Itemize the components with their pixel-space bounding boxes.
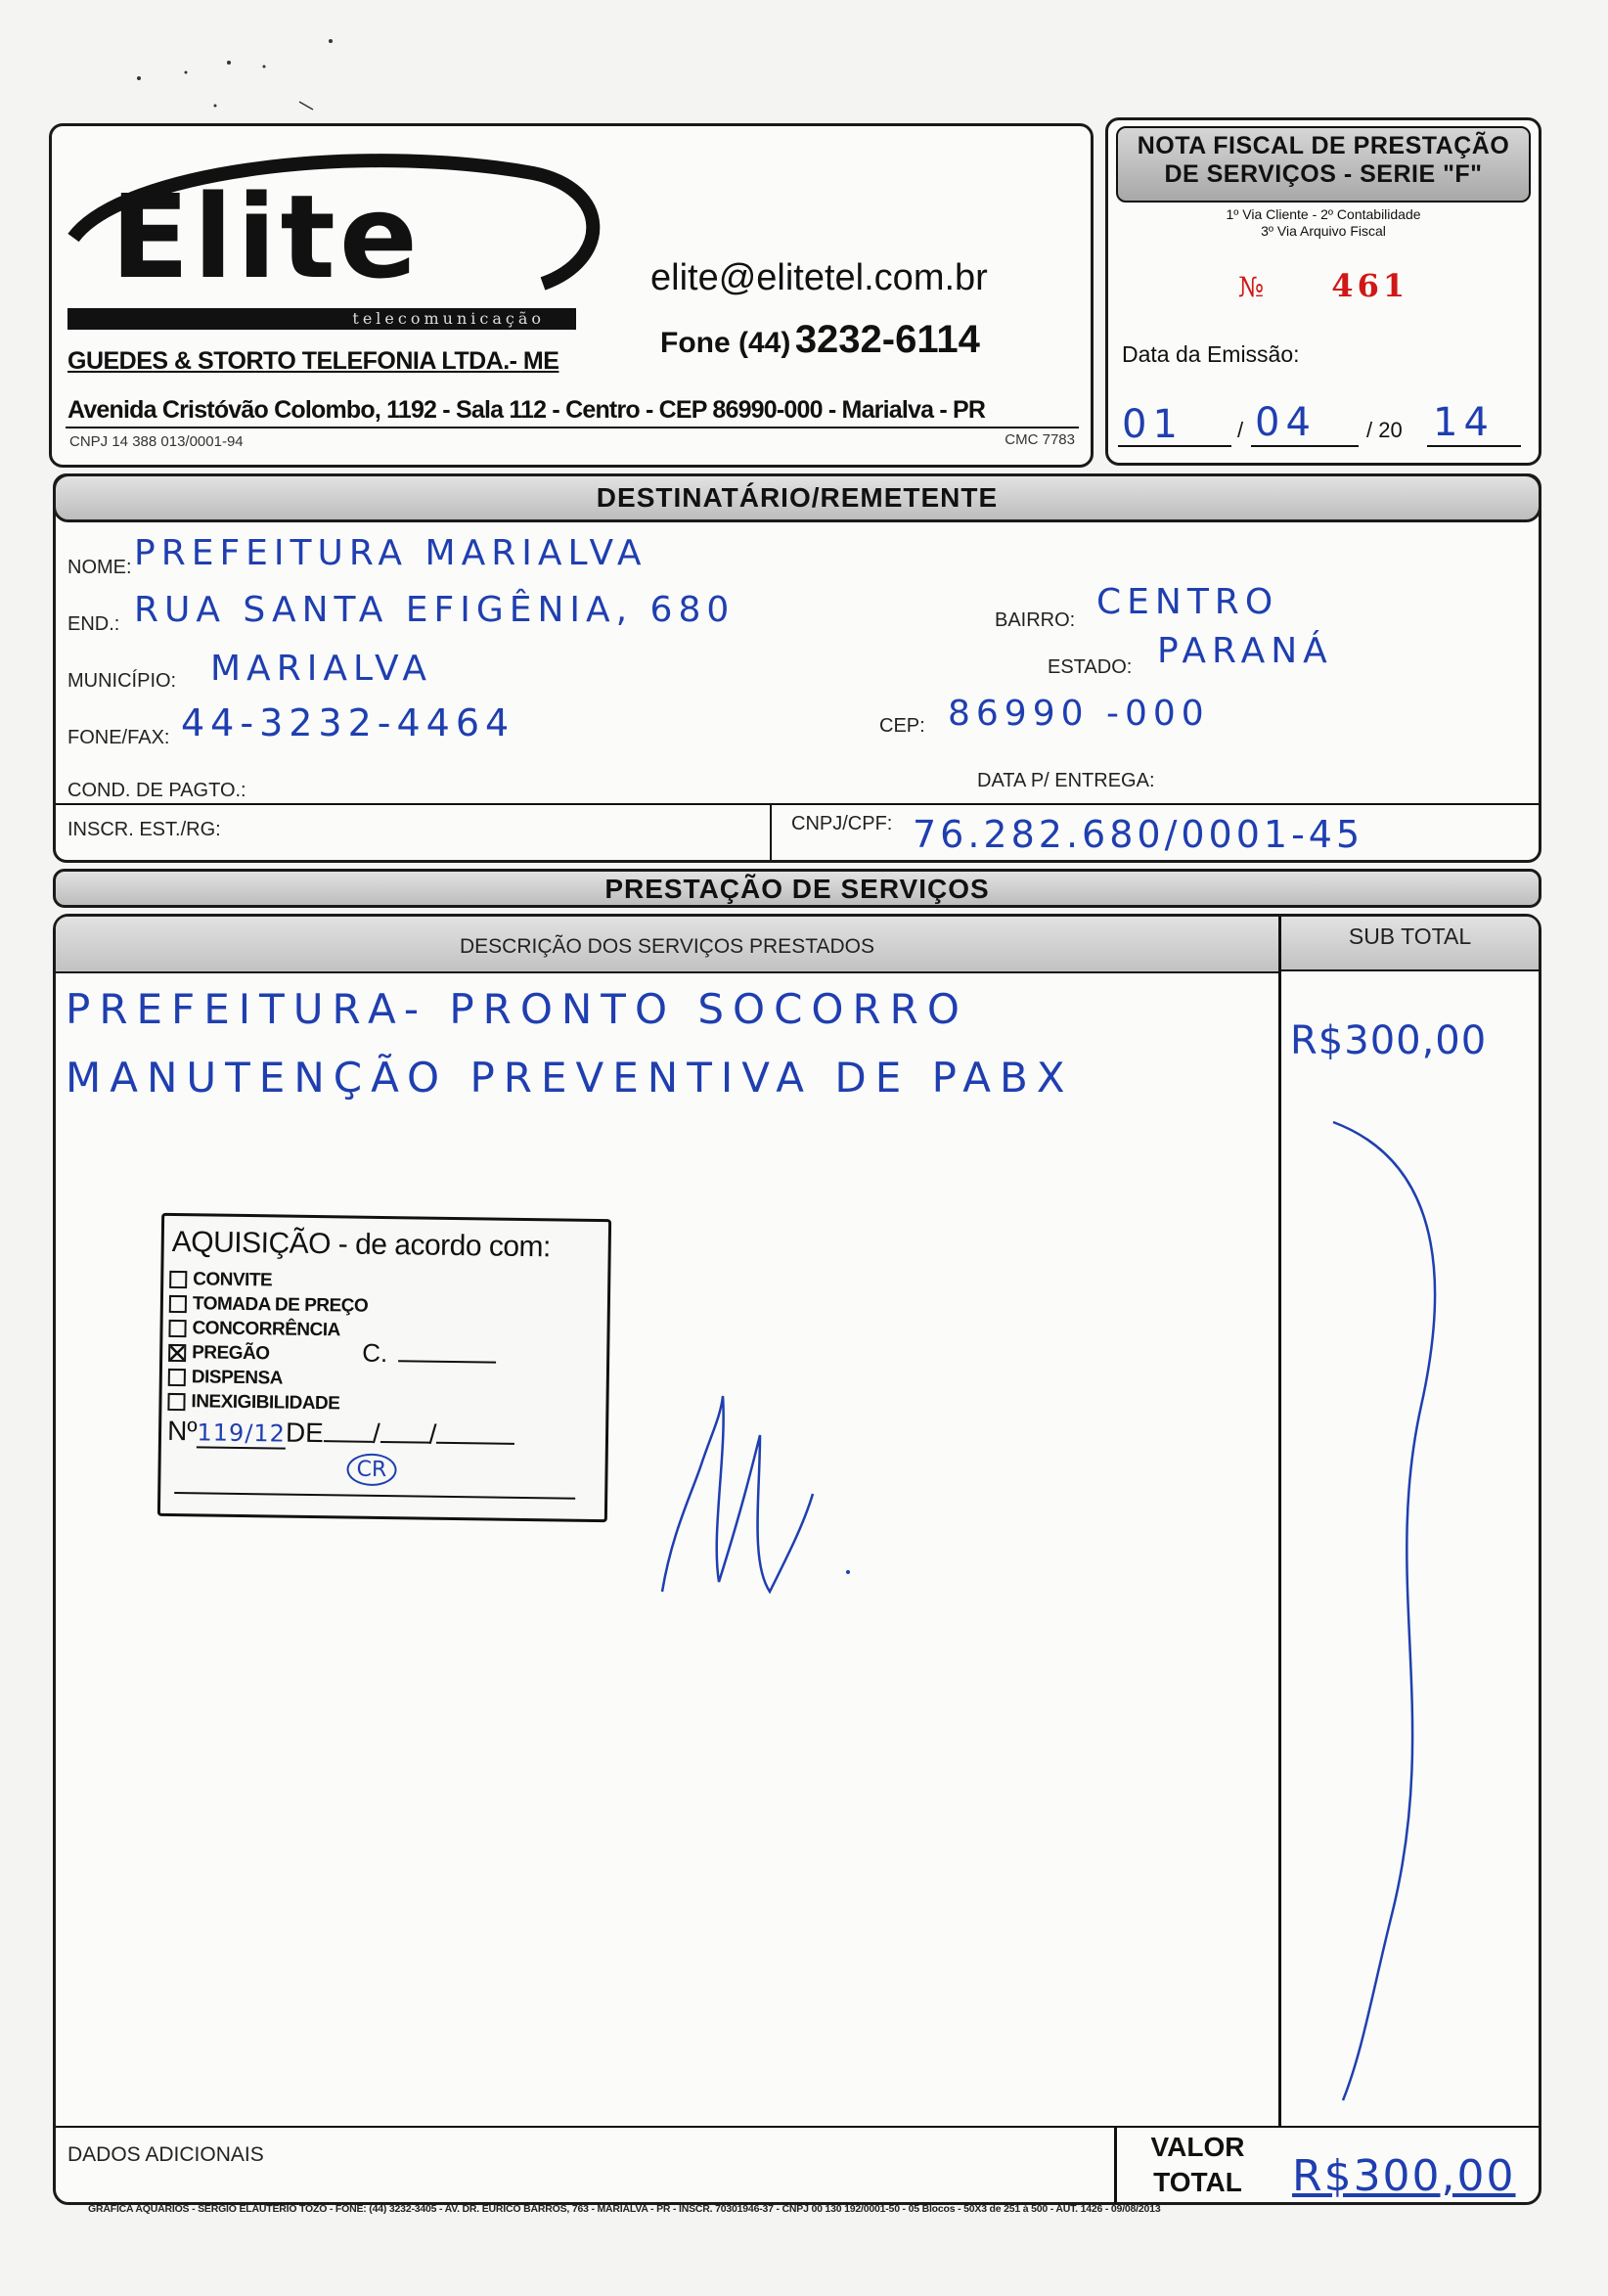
stamp-number-value: 119/12	[197, 1418, 287, 1448]
services-table	[53, 914, 1541, 2205]
valor-total-cell	[1114, 2126, 1278, 2204]
service-line1: PREFEITURA- PRONTO SOCORRO	[66, 985, 968, 1033]
subtotal-strike-icon	[1323, 1112, 1480, 2110]
inscr-label: INSCR. EST./RG:	[67, 819, 221, 840]
municipio-value: MARIALVA	[210, 649, 432, 689]
c-label: C.	[362, 1337, 388, 1369]
subtotal-header-cell	[1278, 917, 1539, 971]
nome-value: PREFEITURA MARIALVA	[134, 533, 648, 573]
company-address: Avenida Cristóvão Colombo, 1192 - Sala 112 - Centro - CEP 86990-000 - Marialva - PR	[67, 396, 986, 424]
invoice-number	[1108, 267, 1539, 304]
total-label: TOTAL	[1153, 2167, 1242, 2197]
fone-label: FONE/FAX:	[67, 727, 170, 748]
desc-header: DESCRIÇÃO DOS SERVIÇOS PRESTADOS	[460, 935, 874, 958]
number-label: Nº	[166, 1415, 198, 1447]
inscr-row-rule	[56, 803, 1539, 805]
cep-label: CEP:	[879, 715, 925, 737]
services-title: PRESTAÇÃO DE SERVIÇOS	[604, 874, 990, 904]
company-logo	[64, 152, 611, 328]
via-line2: 3º Via Arquivo Fiscal	[1261, 223, 1386, 239]
company-cnpj: CNPJ 14 388 013/0001-94	[69, 433, 244, 450]
inexigibilidade-checkbox	[167, 1393, 185, 1411]
emission-label: Data da Emissão:	[1122, 341, 1300, 367]
option-tomada-de-preco: TOMADA DE PREÇO	[169, 1291, 369, 1319]
dispensa-checkbox	[168, 1369, 186, 1386]
phone-prefix: Fone (44)	[660, 327, 791, 359]
emission-year: 14	[1433, 400, 1495, 445]
company-email: elite@elitetel.com.br	[650, 257, 988, 298]
phone-number: 3232-6114	[794, 318, 980, 361]
dados-label: DADOS ADICIONAIS	[67, 2143, 264, 2166]
desc-header-cell	[56, 917, 1278, 973]
end-label: END.:	[67, 613, 120, 635]
logo-tagline: telecomunicação	[352, 309, 545, 328]
invoice-title-line2: DE SERVIÇOS - SERIE "F"	[1164, 160, 1483, 188]
date-sep1: /	[1237, 418, 1244, 442]
via-line1: 1º Via Cliente - 2º Contabilidade	[1226, 206, 1421, 222]
number-symbol: №	[1237, 271, 1265, 303]
nome-label: NOME:	[67, 557, 132, 578]
logo-tagline-bar	[67, 308, 576, 330]
option-dispensa: DISPENSA	[168, 1365, 368, 1392]
recipient-title-band	[53, 473, 1541, 522]
stamp-c-field	[362, 1338, 497, 1371]
bairro-label: BAIRRO:	[995, 609, 1076, 631]
cnpj-label: CNPJ/CPF:	[791, 813, 893, 834]
total-value: R$300,00	[1292, 2151, 1516, 2201]
footer-rule	[56, 2126, 1539, 2128]
subtotal-header: SUB TOTAL	[1348, 923, 1472, 949]
entrega-label: DATA P/ ENTREGA:	[977, 770, 1155, 791]
convite-checkbox	[169, 1271, 187, 1288]
emission-date	[1118, 400, 1529, 449]
emission-day: 01	[1122, 402, 1184, 447]
company-name: GUEDES & STORTO TELEFONIA LTDA.- ME	[67, 347, 559, 375]
emission-month: 04	[1255, 400, 1317, 445]
number-value: 461	[1331, 267, 1409, 304]
acquisition-stamp	[157, 1213, 611, 1522]
address-rule	[66, 427, 1079, 428]
signature-icon	[603, 1376, 877, 1621]
de-label: DE	[285, 1417, 325, 1449]
scan-speckles-icon	[127, 29, 362, 127]
stamp-signature-line	[174, 1492, 575, 1500]
company-phone	[660, 318, 980, 362]
stamp-number-row: Nº119/12DE / /	[167, 1416, 515, 1452]
option-convite: CONVITE	[169, 1267, 369, 1294]
invoice-title	[1116, 126, 1531, 203]
stamp-options	[167, 1267, 368, 1417]
tomada-checkbox	[169, 1295, 187, 1313]
subtotal-column-divider	[1278, 971, 1281, 2126]
option-inexigibilidade: INEXIGIBILIDADE	[167, 1389, 367, 1417]
estado-value: PARANÁ	[1157, 631, 1333, 671]
cond-label: COND. DE PAGTO.:	[67, 780, 246, 801]
stamp-initials: CR	[346, 1453, 396, 1486]
stamp-title: AQUISIÇÃO - de acordo com:	[171, 1225, 552, 1264]
municipio-label: MUNICÍPIO:	[67, 670, 177, 692]
cnpj-value: 76.282.680/0001-45	[913, 813, 1364, 856]
pregao-checkbox-checked-icon	[168, 1344, 186, 1362]
option-concorrencia: CONCORRÊNCIA	[168, 1316, 368, 1343]
option-pregao: PREGÃO	[168, 1340, 368, 1368]
cep-value: 86990 -000	[948, 694, 1210, 734]
valor-label: VALOR	[1150, 2132, 1245, 2162]
services-title-band	[53, 869, 1541, 908]
year-prefix: / 20	[1366, 418, 1403, 442]
logo-text: Elite	[111, 169, 422, 304]
subtotal-value: R$300,00	[1290, 1018, 1488, 1063]
invoice-title-line1: NOTA FISCAL DE PRESTAÇÃO	[1137, 132, 1510, 159]
printer-line: GRÁFICA AQUÁRIOS - SÉRGIO ELAUTÉRIO TOZO - FONE: (44) 3232-3405 - AV. DR. EURICO BARROS, 763 - MARIALVA - PR - INSCR. 70301946-37 - CNPJ 00 130 192/0001-50 - 05 Blocos - 50X3 de 251 à 500 - AUT. 1426 - 09/08/2013	[88, 2203, 1161, 2215]
end-value: RUA SANTA EFIGÊNIA, 680	[134, 590, 736, 630]
inscr-cnpj-divider	[770, 803, 772, 860]
estado-label: ESTADO:	[1048, 656, 1133, 678]
bairro-value: CENTRO	[1096, 582, 1279, 622]
company-header	[49, 123, 1094, 468]
concorrencia-checkbox	[168, 1320, 186, 1337]
recipient-section	[53, 473, 1541, 863]
recipient-title: DESTINATÁRIO/REMETENTE	[596, 482, 999, 513]
service-line2: MANUTENÇÃO PREVENTIVA DE PABX	[66, 1054, 1074, 1102]
invoice-header	[1105, 117, 1541, 466]
company-cmc: CMC 7783	[1005, 431, 1075, 448]
fone-value: 44-3232-4464	[181, 701, 515, 744]
